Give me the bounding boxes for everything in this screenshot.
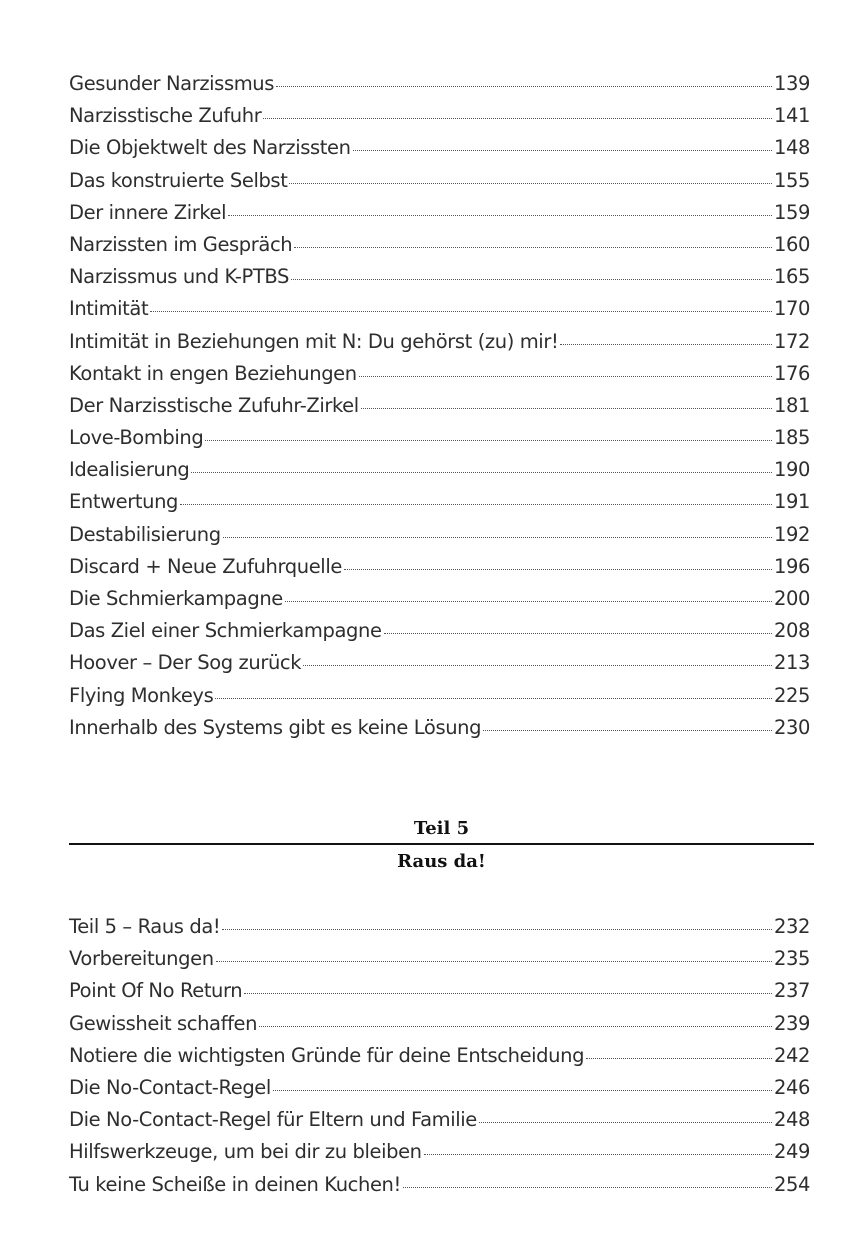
- toc-entry-page: 208: [773, 619, 810, 643]
- toc-entry[interactable]: [69, 1012, 810, 1044]
- toc-entry[interactable]: [69, 1076, 810, 1108]
- toc-entry-title: Flying Monkeys: [69, 683, 214, 707]
- toc-entry-title: Die No-Contact-Regel für Eltern und Familie: [69, 1108, 477, 1132]
- dot-leader: [285, 601, 772, 602]
- toc-entry[interactable]: [69, 651, 810, 683]
- toc-entry-title: Tu keine Scheiße in deinen Kuchen!: [69, 1172, 401, 1196]
- toc-entry-title: Das konstruierte Selbst: [69, 168, 288, 192]
- toc-entry-page: 248: [773, 1108, 810, 1132]
- toc-entry-page: 191: [773, 490, 810, 514]
- toc-entry-page: 185: [773, 426, 810, 450]
- toc-entry-title: Gesunder Narzissmus: [69, 72, 275, 95]
- toc-entry[interactable]: [69, 201, 810, 233]
- part-title: Raus da!: [397, 851, 486, 872]
- dot-leader: [180, 504, 772, 505]
- toc-entry-page: 249: [773, 1140, 810, 1164]
- toc-entry-page: 155: [773, 168, 810, 192]
- toc-entry-title: Entwertung: [69, 490, 179, 514]
- dot-leader: [291, 279, 772, 280]
- dot-leader: [223, 537, 772, 538]
- toc-entry-page: 230: [773, 715, 810, 739]
- toc-entry-page: 170: [773, 297, 810, 321]
- toc-entry-page: 139: [773, 72, 810, 95]
- toc-entry-page: 148: [773, 136, 810, 160]
- dot-leader: [244, 993, 772, 994]
- toc-entry-title: Die No-Contact-Regel: [69, 1075, 271, 1099]
- toc-entry-page: 159: [773, 200, 810, 224]
- toc-entry-page: 254: [773, 1172, 810, 1196]
- dot-leader: [150, 311, 772, 312]
- toc-entry-title: Der Narzisstische Zufuhr-Zirkel: [69, 393, 359, 417]
- toc-entry[interactable]: [69, 297, 810, 329]
- part-heading: [69, 816, 814, 875]
- toc-entry[interactable]: [69, 523, 810, 555]
- toc-entry-title: Narzisstische Zufuhr: [69, 104, 262, 128]
- toc-entry[interactable]: [69, 330, 810, 362]
- toc-entry-title: Kontakt in engen Beziehungen: [69, 361, 357, 385]
- toc-entry-page: 225: [773, 683, 810, 707]
- toc-entry-page: 172: [773, 329, 810, 353]
- dot-leader: [273, 1090, 772, 1091]
- toc-entry[interactable]: [69, 233, 810, 265]
- toc-entry[interactable]: [69, 587, 810, 619]
- toc-entry-title: Der innere Zirkel: [69, 200, 227, 224]
- dot-leader: [560, 344, 772, 345]
- toc-entry-page: 160: [773, 232, 810, 256]
- toc-entry[interactable]: [69, 1044, 810, 1076]
- toc-entry-title: Intimität in Beziehungen mit N: Du gehörst (zu) mir!: [69, 329, 559, 353]
- toc-entry[interactable]: [69, 426, 810, 458]
- toc-entry-title: Narzissmus und K-PTBS: [69, 265, 289, 289]
- toc-entry[interactable]: [69, 1140, 810, 1172]
- toc-entry[interactable]: [69, 362, 810, 394]
- toc-entry-title: Narzissten im Gespräch: [69, 232, 293, 256]
- toc-entry[interactable]: [69, 72, 810, 104]
- part-number: Teil 5: [413, 818, 470, 839]
- dot-leader: [384, 633, 772, 634]
- dot-leader: [586, 1058, 772, 1059]
- toc-entry-title: Das Ziel einer Schmierkampagne: [69, 619, 382, 643]
- dot-leader: [216, 961, 772, 962]
- dot-leader: [259, 1026, 772, 1027]
- toc-entry[interactable]: [69, 490, 810, 522]
- toc-entry-title: Love-Bombing: [69, 426, 204, 450]
- dot-leader: [215, 698, 772, 699]
- dot-leader: [403, 1187, 772, 1188]
- dot-leader: [276, 86, 772, 87]
- toc-entry-page: 242: [773, 1043, 810, 1067]
- toc-entry-page: 196: [773, 554, 810, 578]
- part-divider: [69, 843, 814, 845]
- dot-leader: [222, 929, 772, 930]
- dot-leader: [344, 569, 772, 570]
- toc-entry-title: Discard + Neue Zufuhrquelle: [69, 554, 342, 578]
- toc-entry-title: Hilfswerkzeuge, um bei dir zu bleiben: [69, 1140, 422, 1164]
- dot-leader: [263, 118, 772, 119]
- toc-entry[interactable]: [69, 169, 810, 201]
- toc-entry-page: 235: [773, 947, 810, 971]
- toc-entry[interactable]: [69, 716, 810, 748]
- toc-entry-title: Hoover – Der Sog zurück: [69, 651, 302, 675]
- toc-entry-page: 237: [773, 979, 810, 1003]
- toc-entry[interactable]: [69, 947, 810, 979]
- toc-entry-title: Notiere die wichtigsten Gründe für deine Entscheidung: [69, 1043, 585, 1067]
- toc-entry[interactable]: [69, 979, 810, 1011]
- dot-leader: [191, 472, 772, 473]
- dot-leader: [479, 1122, 772, 1123]
- toc-entry[interactable]: [69, 1173, 810, 1205]
- toc-entry-page: 181: [773, 393, 810, 417]
- toc-entry[interactable]: [69, 619, 810, 651]
- toc-entry-page: 232: [773, 915, 810, 938]
- toc-list-part5: [69, 915, 810, 1205]
- toc-entry[interactable]: [69, 104, 810, 136]
- dot-leader: [294, 247, 772, 248]
- dot-leader: [205, 440, 772, 441]
- dot-leader: [303, 665, 772, 666]
- toc-entry-title: Intimität: [69, 297, 149, 321]
- toc-entry-title: Gewissheit schaffen: [69, 1011, 258, 1035]
- toc-entry-title: Destabilisierung: [69, 522, 221, 546]
- dot-leader: [424, 1154, 772, 1155]
- toc-entry[interactable]: [69, 265, 810, 297]
- toc-entry-page: 239: [773, 1011, 810, 1035]
- toc-entry[interactable]: [69, 394, 810, 426]
- toc-entry-page: 200: [773, 587, 810, 610]
- toc-entry-page: 165: [773, 265, 810, 289]
- toc-entry[interactable]: [69, 1108, 810, 1140]
- toc-entry[interactable]: [69, 555, 810, 587]
- toc-entry[interactable]: [69, 136, 810, 168]
- toc-entry-title: Vorbereitungen: [69, 947, 214, 971]
- dot-leader: [353, 150, 772, 151]
- dot-leader: [361, 408, 772, 409]
- toc-list-part4: [69, 72, 810, 748]
- toc-entry[interactable]: [69, 684, 810, 716]
- toc-entry-title: Die Objektwelt des Narzissten: [69, 136, 351, 160]
- toc-entry-page: 246: [773, 1075, 810, 1099]
- toc-entry-page: 141: [773, 104, 810, 128]
- dot-leader: [289, 183, 772, 184]
- toc-entry[interactable]: [69, 458, 810, 490]
- toc-entry-title: Idealisierung: [69, 458, 190, 482]
- toc-entry-page: 192: [773, 522, 810, 546]
- toc-entry-page: 213: [773, 651, 810, 675]
- toc-entry-page: 190: [773, 458, 810, 482]
- toc-entry-title: Innerhalb des Systems gibt es keine Lösung: [69, 715, 482, 739]
- dot-leader: [228, 215, 772, 216]
- toc-entry[interactable]: [69, 915, 810, 947]
- dot-leader: [359, 376, 772, 377]
- toc-entry-title: Teil 5 – Raus da!: [69, 915, 221, 938]
- dot-leader: [483, 730, 772, 731]
- toc-entry-page: 176: [773, 361, 810, 385]
- toc-entry-title: Point Of No Return: [69, 979, 243, 1003]
- toc-entry-title: Die Schmierkampagne: [69, 587, 283, 610]
